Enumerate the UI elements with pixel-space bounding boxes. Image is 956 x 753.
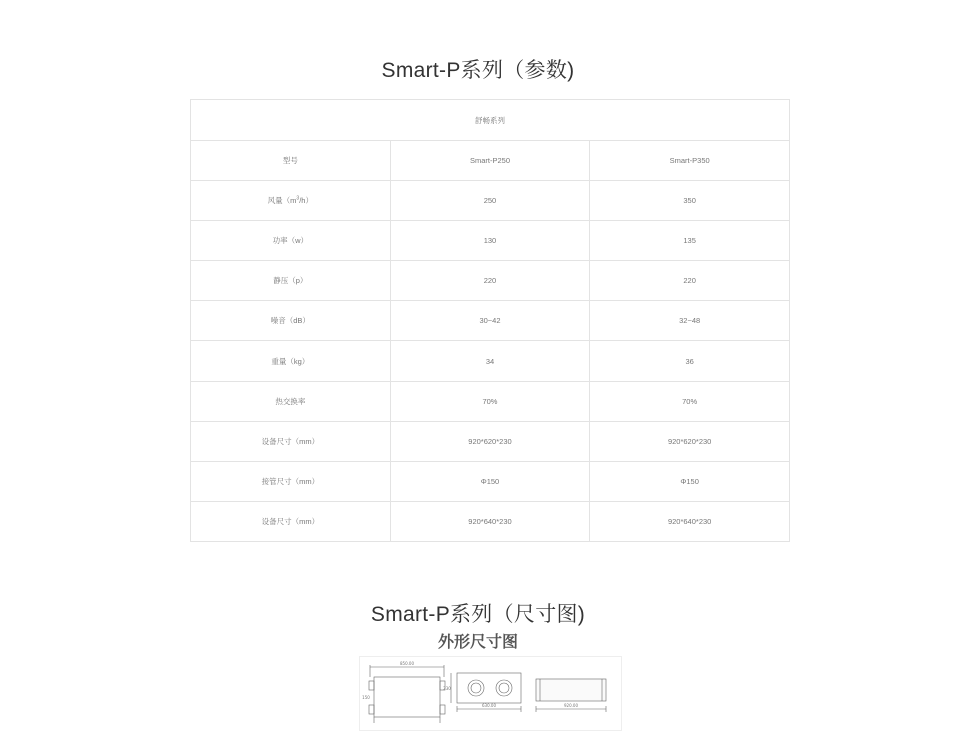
row-value-p350: 135 (590, 221, 790, 261)
row-value-p350: Smart-P350 (590, 141, 790, 181)
row-value-p350: 70% (590, 381, 790, 421)
table-row (191, 381, 790, 421)
table-row (191, 301, 790, 341)
row-label: 接管尺寸（mm） (191, 461, 391, 501)
table-row (191, 421, 790, 461)
row-value-p250: 130 (390, 221, 590, 261)
label-text: 风量（m (267, 196, 297, 206)
table-row (191, 261, 790, 301)
spec-table (190, 99, 790, 542)
row-value-p350: 920*620*230 (590, 421, 790, 461)
row-label: 重量（kg） (191, 341, 391, 381)
dim-label-top: 850.00 (400, 661, 414, 666)
row-value-p250: 920*620*230 (390, 421, 590, 461)
row-value-p250: 70% (390, 381, 590, 421)
row-value-p250: 30~42 (390, 301, 590, 341)
dim-label-side-a: 230 (443, 686, 451, 691)
table-row (191, 181, 790, 221)
dim-label-side-b: 150 (362, 695, 370, 700)
table-row (191, 501, 790, 541)
section-title-params: Smart-P系列（参数) (381, 59, 575, 82)
table-row (191, 141, 790, 181)
dimension-drawing-svg (360, 657, 621, 730)
table-row (191, 341, 790, 381)
row-value-p250: Smart-P250 (390, 141, 590, 181)
row-value-p250: 34 (390, 341, 590, 381)
row-label: 热交换率 (191, 381, 391, 421)
label-superscript: 3 (296, 195, 300, 202)
table-header-row (191, 100, 790, 141)
row-value-p350: 920*640*230 (590, 501, 790, 541)
row-value-p250: 920*640*230 (390, 501, 590, 541)
row-value-p350: 36 (590, 341, 790, 381)
row-label: 噪音（dB） (191, 301, 391, 341)
table-row (191, 461, 790, 501)
table-row (191, 221, 790, 261)
row-label: 功率（w） (191, 221, 391, 261)
section-title-dimensions: Smart-P系列（尺寸图) (370, 603, 586, 626)
row-label: 设备尺寸（mm） (191, 501, 391, 541)
row-value-p250: 250 (390, 181, 590, 221)
dim-label-right: 920.00 (564, 703, 578, 708)
dimension-drawing (359, 656, 622, 731)
dim-label-mid: 630.00 (482, 703, 496, 708)
table-header-cell: 舒畅系列 (191, 100, 790, 141)
row-value-p250: Φ150 (390, 461, 590, 501)
row-label: 型号 (191, 141, 391, 181)
row-label: 设备尺寸（mm） (191, 421, 391, 461)
row-label: 静压（p） (191, 261, 391, 301)
dimension-drawing-subtitle: 外形尺寸图 (437, 634, 518, 651)
row-value-p350: Φ150 (590, 461, 790, 501)
label-text: /h） (299, 196, 313, 206)
row-value-p250: 220 (390, 261, 590, 301)
row-value-p350: 220 (590, 261, 790, 301)
row-label (191, 181, 391, 221)
row-value-p350: 32~48 (590, 301, 790, 341)
row-value-p350: 350 (590, 181, 790, 221)
